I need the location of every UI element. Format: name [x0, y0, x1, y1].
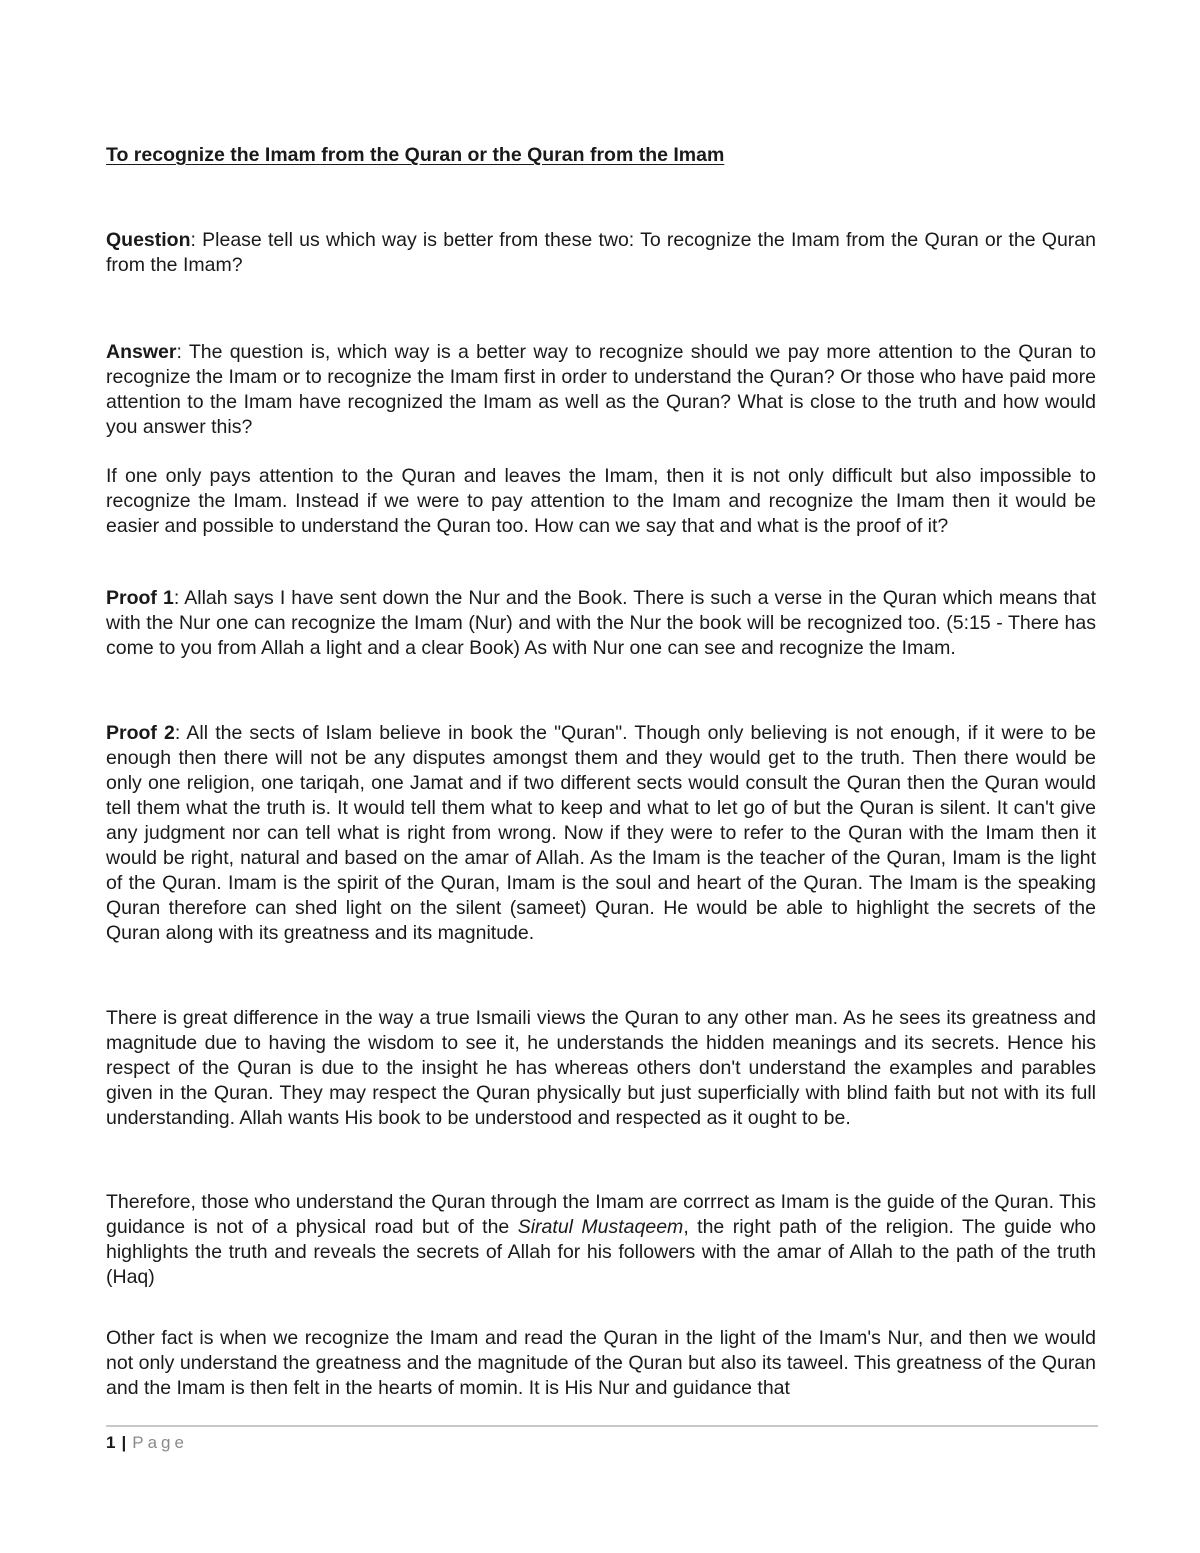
- proof2-text: : All the sects of Islam believe in book the "Quran". Though only believing is not enough, if it were to be enough then there will not be any disputes amongst them and they would get to the truth. Then there would be only one religion, one tariqah, one Jamat and if two different sects would consult the Quran then the Quran would tell them what the truth is. It would tell them what to keep and what to let go of but the Quran is silent. It can't give any judgment nor can tell what is right from wrong. Now if they were to refer to the Quran with the Imam then it would be right, natural and based on the amar of Allah. As the Imam is the teacher of the Quran, Imam is the light of the Quran. Imam is the spirit of the Quran, Imam is the soul and heart of the Quran. The Imam is the speaking Quran therefore can shed light on the silent (sameet) Quran. He would be able to highlight the secrets of the Quran along with its greatness and its magnitude.: [106, 722, 1096, 944]
- page-number: 1: [106, 1433, 116, 1452]
- siratul-mustaqeem-term: Siratul Mustaqeem: [517, 1216, 684, 1238]
- document-page: [106, 0, 1096, 1553]
- page-separator: |: [121, 1433, 127, 1452]
- therefore-paragraph: [106, 1190, 1096, 1290]
- question-label: Question: [106, 229, 191, 251]
- proof2-paragraph: [106, 721, 1096, 946]
- answer-paragraph: [106, 340, 1096, 440]
- answer-label: Answer: [106, 341, 177, 363]
- therefore-text-before: Therefore, those who understand the Quran through the Imam are corrrect as Imam is the guide of the Quran. This guidance is not of a physical road but of the: [106, 1191, 1096, 1238]
- proof1-paragraph: [106, 586, 1096, 661]
- proof1-label: Proof 1: [106, 587, 174, 609]
- proof2-label: Proof 2: [106, 722, 175, 744]
- footer-divider: [106, 1425, 1098, 1427]
- page-footer: [106, 1433, 188, 1453]
- therefore-text-after: , the right path of the religion. The guide who highlights the truth and reveals the secrets of Allah for his followers with the amar of Allah to the path of the truth (Haq): [106, 1216, 1096, 1288]
- other-fact-paragraph: Other fact is when we recognize the Imam and read the Quran in the light of the Imam's Nur, and then we would not only understand the greatness and the magnitude of the Quran but also its taweel. This greatness of the Quran and the Imam is then felt in the hearts of momin. It is His Nur and guidance that: [106, 1327, 1096, 1399]
- answer-text: : The question is, which way is a better way to recognize should we pay more attention to the Quran to recognize the Imam or to recognize the Imam first in order to understand the Quran? Or those who have paid more attention to the Imam have recognized the Imam as well as the Quran? What is close to the truth and how would you answer this?: [106, 341, 1096, 438]
- page-word: Page: [132, 1433, 188, 1452]
- question-paragraph: [106, 228, 1096, 278]
- difference-paragraph: There is great difference in the way a true Ismaili views the Quran to any other man. As he sees its greatness and magnitude due to having the wisdom to see it, he understands the hidden meanings and its secrets. Hence his respect of the Quran is due to the insight he has whereas others don't understand the examples and parables given in the Quran. They may respect the Quran physically but just superficially with blind faith but not with its full understanding. Allah wants His book to be understood and respected as it ought to be.: [106, 1007, 1096, 1129]
- document-title: To recognize the Imam from the Quran or the Quran from the Imam: [106, 144, 725, 166]
- if-paragraph: If one only pays attention to the Quran and leaves the Imam, then it is not only difficult but also impossible to recognize the Imam. Instead if we were to pay attention to the Imam and recognize the Imam then it would be easier and possible to understand the Quran too. How can we say that and what is the proof of it?: [106, 465, 1096, 537]
- question-text: : Please tell us which way is better from these two: To recognize the Imam from the Quran or the Quran from the Imam?: [106, 229, 1096, 276]
- proof1-text: : Allah says I have sent down the Nur and the Book. There is such a verse in the Quran which means that with the Nur one can recognize the Imam (Nur) and with the Nur the book will be recognized too. (5:15 - There has come to you from Allah a light and a clear Book) As with Nur one can see and recognize the Imam.: [106, 587, 1096, 659]
